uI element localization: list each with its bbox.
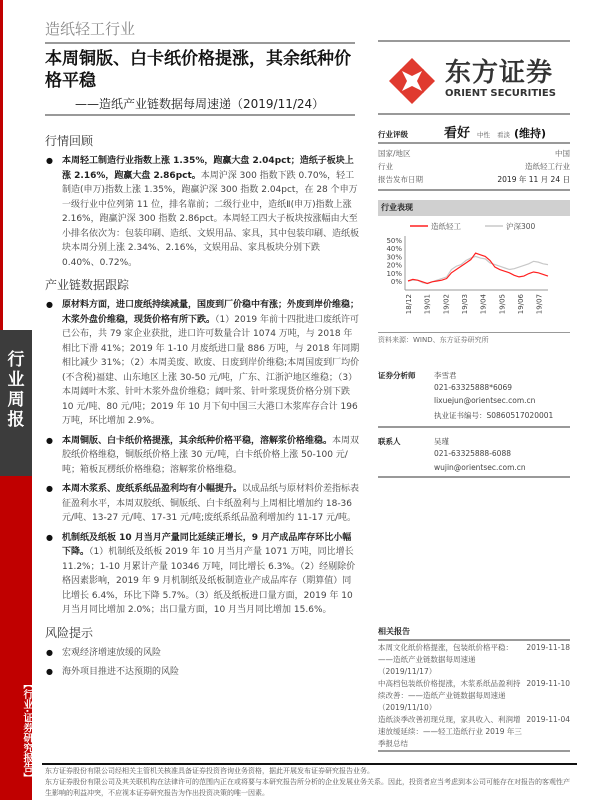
x-tick-label: 19/03: [461, 294, 469, 315]
divider: [45, 42, 355, 44]
section-title-risk: 风险提示: [45, 625, 94, 640]
related-item[interactable]: [378, 714, 570, 752]
logo-text-en: ORIENT SECURITIES: [445, 88, 556, 99]
review-item: [45, 154, 360, 270]
bullet-icon: ●: [46, 647, 53, 657]
chain-item: [45, 531, 360, 618]
review-paragraph: [62, 154, 360, 270]
analyst-cert: 执业证书编号：S0860517020001: [434, 411, 554, 420]
report-type-label: 行业周报: [0, 330, 32, 476]
chain-text: 以成品纸与原材料价差指标表征盈利水平，本周双胶纸、铜版纸、白卡纸盈利与上周相比增加约 18-36 元/吨、13-27 元/吨、17-31 元/吨;废纸系纸品盈利增加约 11-17 元/吨。: [62, 484, 360, 523]
logo-icon: [387, 56, 437, 106]
info-value: 造纸轻工行业: [525, 162, 570, 171]
info-value: 2019 年 11 月 24 日: [497, 175, 570, 184]
related-item-date: 2019-11-04: [526, 715, 570, 724]
divider: [378, 113, 570, 115]
rating-label: 行业评级: [378, 130, 408, 139]
chain-text: （1）机制纸及纸板 2019 年 10 月当月产量 1071 万吨，同比增长 11.2%；1-10 月累计产量 10346 万吨，同比增长 6.3%。（2）经剔除价格因素影响，2019 年 9 月机制纸及纸板制造业产成品库存（期算值）同比增长 6.4%，环比下降 5.7%。（3）纸及纸板进口量方面，2019 年 10 月当月同比增加 2.0%；出口量方面，10 月当月同比增加 15.6%。: [62, 547, 356, 615]
related-title: 相关报告: [378, 626, 570, 641]
y-tick-label: 40%: [386, 245, 402, 254]
analyst-email[interactable]: lixuejun@orientsec.com.cn: [434, 396, 536, 405]
y-tick-label: 50%: [386, 237, 402, 245]
info-key: 报告发布日期: [378, 175, 423, 184]
info-row: [378, 147, 570, 160]
related-item-title: 本周文化纸价格提涨，包装纸价格平稳：——造纸产业链数据每周速递（2019/11/17）: [378, 643, 513, 676]
rating-negative: 看淡: [497, 131, 511, 139]
review-bold: 本周轻工制造行业指数上涨 1.35%，跑赢大盘 2.04pct；造纸子板块上涨 2.16%，跑赢大盘 2.86pct。: [62, 156, 354, 181]
report-title: 本周铜版、白卡纸价格提涨，其余纸种价格平稳: [45, 49, 351, 91]
series-line-1: [408, 256, 548, 283]
chain-text: （1）2019 年前十四批进口废纸许可已公布，共 79 家企业获批，进口许可数量合计 1074 万吨，与 2018 年相比下滑 41%；2019 年 1-10 月废纸进口量 886 万吨，与 2018 年同期相比减少 31%；（2）本周美废、欧废、日废到岸价维稳;本周国废到厂均价(不含税)福建、山东地区上涨 30-50 元/吨，广东、江浙沪地区维稳；（3）本周阔叶木浆、针叶木浆外盘价维稳；阔叶浆、针叶浆现货价格分别下跌 10 元/吨、80 元/吨；2019 年 10 月下旬中国三大港口木浆库存合计 196 万吨，环比增加 2.9%。: [62, 314, 360, 426]
footer-divider: [42, 763, 577, 765]
chain-bold: 原材料方面，进口废纸持续减量，国废到厂价稳中有涨；外废到岸价维稳；木浆外盘价维稳，现货价格有所下跌。: [62, 300, 360, 325]
chain-item: [45, 298, 360, 429]
risk-text: 海外项目推进不达预期的风险: [62, 667, 180, 677]
contact-phone: 021-63325888-6088: [434, 449, 511, 458]
bullet-icon: ●: [46, 435, 53, 445]
rating-value: 看好: [444, 126, 471, 141]
disclaimer: [45, 766, 575, 799]
info-key: 国家/地区: [378, 149, 411, 158]
related-item-date: 2019-11-10: [526, 679, 570, 688]
y-tick-label: 0%: [390, 278, 402, 286]
y-tick-label: 20%: [386, 261, 402, 270]
contact-email[interactable]: wujin@orientsec.com.cn: [434, 463, 526, 472]
x-tick-label: 19/05: [498, 294, 507, 315]
rating-block: [378, 122, 570, 191]
analyst-label: 证券分析师: [378, 371, 416, 380]
y-tick-label: 30%: [386, 253, 402, 262]
contact-name: 吴瑾: [434, 437, 449, 446]
chart-source: 资料来源：WIND、东方证券研究所: [378, 332, 570, 345]
rating-neutral: 中性: [477, 131, 491, 139]
chain-item: [45, 434, 360, 478]
chart-title: 行业表现: [378, 200, 570, 216]
x-tick-label: 19/02: [442, 294, 451, 315]
contact-block: [378, 436, 570, 478]
y-tick-label: 10%: [386, 269, 402, 278]
report-subtitle: ——造纸产业链数据每周速递（2019/11/24）: [75, 97, 325, 111]
analyst-name: 李雪君: [434, 371, 457, 380]
related-reports: [378, 626, 570, 752]
chain-bold: 本周木浆系、废纸系纸品盈利均有小幅提升。: [62, 484, 243, 494]
analyst-phone: 021-63325888*6069: [434, 383, 513, 392]
divider: [45, 114, 355, 116]
info-value: 中国: [555, 149, 570, 158]
chain-bold: 机制纸及纸板 10 月当月产量同比延续正增长，9 月产成品库存环比小幅下降。: [62, 532, 352, 557]
chain-bold: 本周铜版、白卡纸价格提涨，其余纸种价格平稳，溶解浆价格维稳。: [62, 435, 333, 446]
x-tick-label: 19/04: [479, 294, 488, 315]
chain-text: 本周双胶纸价格维稳，铜版纸价格上涨 30 元/吨，白卡纸价格上涨 50-100 元/吨；箱板瓦楞纸价格维稳；溶解浆价格维稳。: [62, 435, 360, 475]
bullet-icon: ●: [46, 484, 53, 493]
related-item-date: 2019-11-18: [526, 643, 570, 652]
x-tick-label: 18/12: [405, 294, 413, 315]
chain-paragraph-2: [62, 434, 360, 478]
contact-label: 联系人: [378, 437, 401, 446]
related-item-title: 造纸淡季改善初现兑现，家具收入、利润增速放缓延续：——轻工造纸行业 2019 年三季报总结: [378, 715, 522, 748]
section-title-chain: 产业链数据跟踪: [45, 278, 130, 292]
section-title-review: 行情回顾: [45, 134, 94, 148]
disclaimer-line: 东方证券股份有限公司经相关主管机关核准具备证券投资咨询业务资格，据此开展发布证券研究报告业务。: [45, 767, 374, 775]
risk-item: [45, 646, 360, 661]
risk-item: [45, 665, 360, 680]
company-logo: [385, 50, 585, 110]
legend-label-1: 沪深300: [506, 222, 536, 231]
performance-chart: [370, 216, 580, 331]
chain-paragraph-4: [62, 531, 360, 618]
info-row: [378, 160, 570, 173]
chain-item: [45, 482, 360, 526]
related-item[interactable]: [378, 678, 570, 714]
industry-name: 造纸轻工行业: [45, 20, 136, 38]
related-item-title: 中高档包装纸价格提涨，木浆系纸品盈利持续改善：——造纸产业链数据每周速递（2019/11/10）: [378, 679, 521, 712]
info-row: [378, 173, 570, 186]
chain-paragraph-3: [62, 482, 360, 526]
risk-text: 宏观经济增速放缓的风险: [62, 647, 162, 658]
analyst-block: [378, 370, 570, 428]
bullet-icon: ●: [46, 300, 53, 309]
review-text: 本周沪深 300 指数下跌 0.70%，轻工制造(申万)指数上涨 1.35%，跑赢沪深 300 指数 2.04pct，在 28 个申万一级行业中位列第 11 位，排名靠前；二级行业中，造纸Ⅱ(申万)指数上涨 2.16%，跑赢沪深 300 指数 2.86pct。本周轻工四大子板块按涨幅由大至小排名依次为：包装印刷、造纸、文娱用品、家具，其中包装印刷、造纸板块本周分别上涨 2.34%、2.16%，文娱用品、家具板块分别下跌 0.40%、0.72%。: [62, 170, 360, 268]
sidebar-accent-line: [0, 0, 3, 330]
report-tag: 【行业·证券研究报告】: [0, 476, 32, 800]
related-item[interactable]: [378, 642, 570, 678]
disclaimer-line: 东方证券股份有限公司及其关联机构在法律许可的范围内正在或将要与本研究报告所分析的企业发展业务关系。因此，投资者应当考虑到本公司可能存在对报告的客观性产生影响的利益冲突，不应视本证券研究报告为作出投资决策的唯一因素。: [45, 778, 570, 797]
x-tick-label: 19/06: [517, 294, 525, 315]
bullet-icon: ●: [46, 532, 53, 542]
rating-maintain: (维持): [514, 127, 547, 140]
x-tick-label: 19/01: [423, 294, 432, 315]
divider: [378, 40, 570, 42]
logo-text-cn: 东方证券: [445, 58, 554, 88]
info-key: 行业: [378, 162, 393, 171]
x-tick-label: 19/07: [535, 294, 544, 315]
main-content: [45, 126, 360, 685]
bullet-icon: ●: [46, 667, 53, 676]
chain-paragraph-1: [62, 298, 360, 429]
bullet-icon: ●: [46, 156, 53, 165]
legend-label-0: 造纸轻工: [431, 222, 461, 231]
